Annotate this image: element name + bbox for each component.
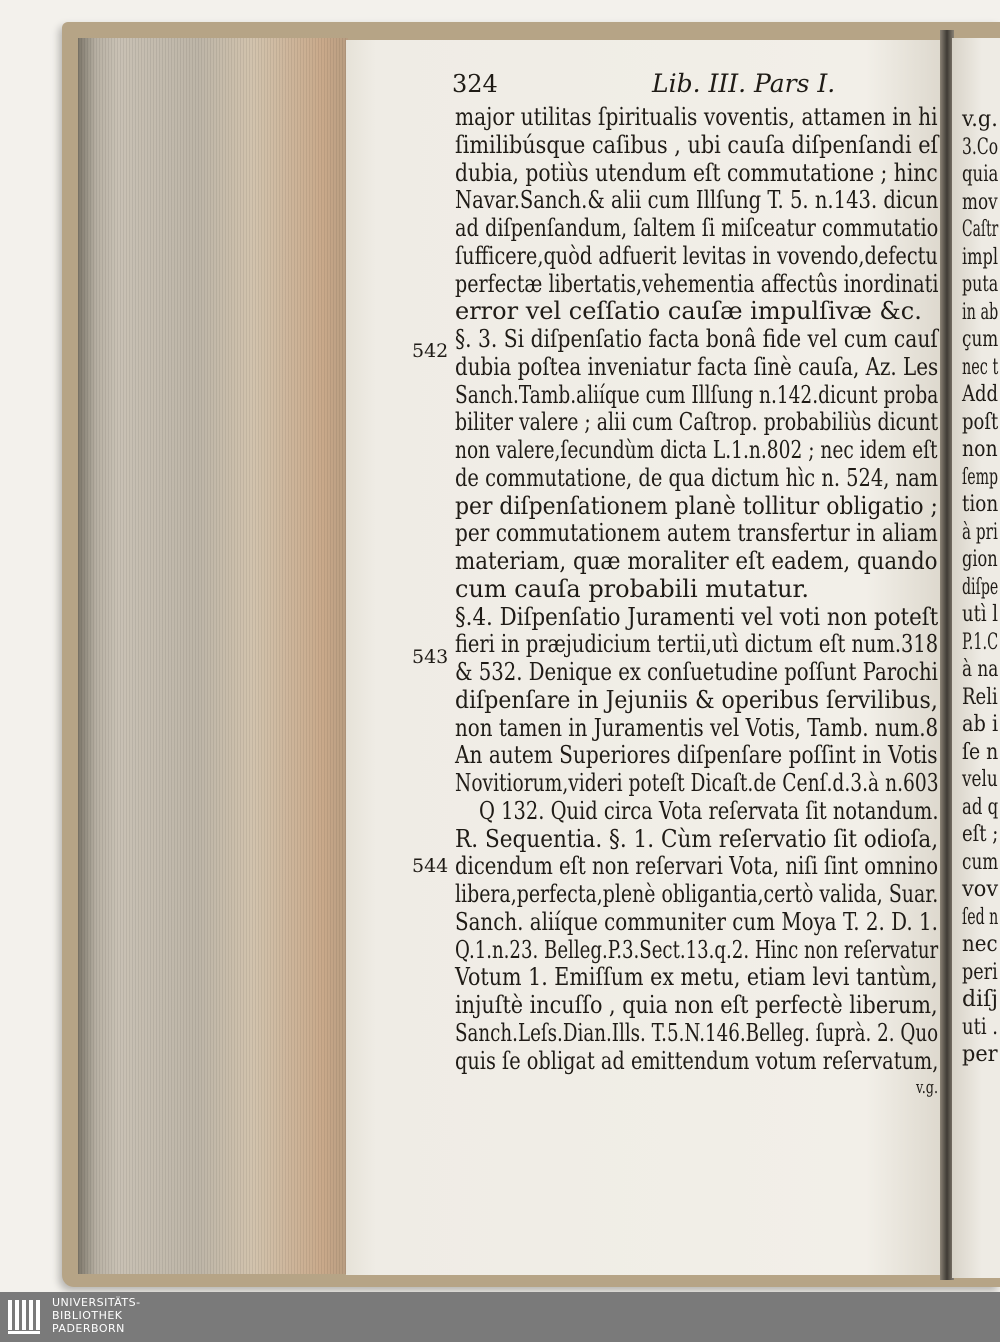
right-page-line: ſemp [962, 464, 999, 490]
library-name-line-3: PADERBORN [52, 1322, 125, 1335]
text-line: & 532. Denique ex conſuetudine poſſunt Parochi [455, 658, 938, 686]
right-page-line: P.1.C [962, 629, 999, 655]
right-page-line: eſt ; [962, 822, 999, 847]
text-line: injuſtè incuſſo , quia non eſt perfectè liberum, [455, 991, 938, 1019]
text-line: biliter valere ; alii cum Caſtrop. probabiliùs dicunt [455, 408, 939, 437]
right-page-line: tion [962, 492, 999, 517]
text-line: per diſpenſationem planè tollitur obligatio ; [455, 491, 938, 520]
right-page-line: peri [962, 959, 998, 985]
right-page-line: à pri [962, 519, 998, 545]
text-line: libera,perfecta,plenè obligantia,certò valida, Suar. [455, 880, 939, 908]
text-line: Navar.Sanch.& alii cum Illſung T. 5. n.143. dicun [455, 186, 939, 215]
margin-number: 542 [412, 340, 449, 362]
text-line: fieri in præjudicium tertii,utì dictum eſt num.318 [455, 630, 939, 659]
right-page-line: ab i [962, 712, 999, 737]
right-page-line: ſed n [962, 904, 999, 930]
text-line: Votum 1. Emiſſum ex metu, etiam levi tantùm, [455, 963, 938, 992]
library-logo-icon [8, 1300, 44, 1334]
text-line: Q 132. Quid circa Vota reſervata ſit notandum. [479, 796, 939, 825]
text-line: §. 3. Si diſpenſatio facta bonâ fide vel cum cauſ [455, 325, 938, 353]
text-line: dicendum eſt non reſervari Vota, niſi ſint omnino [455, 852, 939, 881]
text-line: per commutationem autem transfertur in aliam [455, 519, 938, 548]
text-line: Q.1.n.23. Belleg.P.3.Sect.13.q.2. Hinc non reſervatur [455, 935, 939, 964]
right-page-line: mov [962, 189, 998, 215]
text-line: Sanch.Leſs.Dian.Ills. T.5.N.146.Belleg. ſuprà. 2. Quo [455, 1018, 939, 1047]
library-name-line-1: UNIVERSITÄTS- [52, 1296, 141, 1309]
right-page-line: çum [962, 327, 999, 352]
text-line: v.g. [916, 1077, 939, 1099]
text-line: ad diſpenſandum, ſaltem ſi miſceatur commutatio [455, 214, 939, 242]
text-line: error vel ceſſatio cauſæ impulſivæ &c. [455, 297, 922, 326]
text-line: §.4. Diſpenſatio Juramenti vel voti non poteſt [455, 602, 939, 631]
right-page-line: per [962, 1042, 998, 1067]
text-line: Sanch.Tamb.aliíque cum Illſung n.142.dicunt proba [455, 380, 939, 409]
text-line: ſufficere,quòd adfuerit levitas in vovendo,defectu [455, 241, 938, 270]
text-line: perfectæ libertatis,vehementia affectûs inordinati [455, 269, 939, 298]
running-head: Lib. III. Pars I. [652, 69, 836, 98]
page-number: 324 [452, 70, 498, 98]
right-page-line: cum [962, 849, 999, 875]
text-line: de commutatione, de qua dictum hìc n. 524, nam [455, 463, 939, 492]
library-footer [0, 1292, 1000, 1342]
right-page-line: nec [962, 932, 998, 957]
right-page-line: utì l [962, 602, 999, 627]
text-line: dubia poſtea inveniatur facta ſinè cauſa, Az. Les [455, 352, 939, 381]
text-line: cum cauſa probabili mutatur. [455, 574, 810, 603]
right-page-line: velu [962, 767, 998, 792]
right-page-line: à na [962, 657, 999, 682]
right-page-line: ad q [962, 794, 999, 820]
right-page-line: nec t [962, 354, 999, 380]
right-page-line: 3.Co [962, 134, 999, 160]
text-line: ſimilibúsque caſibus , ubi cauſa diſpenſandi eſ [455, 130, 939, 159]
text-line: R. Sequentia. §. 1. Cùm reſervatio ſit odioſa, [455, 824, 939, 853]
right-page-line: Add [962, 382, 999, 407]
text-line: diſpenſare in Jejuniis & operibus ſervilibus, [455, 685, 938, 714]
right-page-line: diſpe [962, 574, 999, 600]
text-line: Novitiorum,videri poteſt Dicaſt.de Cenſ.d.3.à n.603 [455, 769, 939, 797]
text-line: Sanch. aliíque communiter cum Moya T. 2. D. 1. [455, 907, 938, 936]
margin-number: 543 [412, 646, 449, 668]
text-line: An autem Superiores diſpenſare poſſint in Votis [455, 741, 938, 770]
text-line: non valere,ſecundùm dicta L.1.n.802 ; nec idem eſt [455, 436, 938, 464]
right-page-line: in ab [962, 299, 999, 325]
library-name-line-2: BIBLIOTHEK [52, 1309, 123, 1322]
right-page-line: uti . [962, 1014, 999, 1040]
library-name [52, 1296, 141, 1335]
right-page-line: impl [962, 244, 999, 270]
right-page-line: diſj [962, 987, 999, 1012]
right-page-line: poſt [962, 409, 999, 435]
text-line: dubia, potiùs utendum eſt commutatione ; hinc [455, 158, 938, 187]
text-line: materiam, quæ moraliter eſt eadem, quando [455, 547, 938, 575]
text-line: quis ſe obligat ad emittendum votum reſervatum, [455, 1046, 939, 1075]
text-line: major utilitas ſpiritualis voventis, attamen in hi [455, 103, 938, 131]
right-page-line: puta [962, 272, 999, 297]
right-page-line: non [962, 437, 998, 462]
text-line: non tamen in Juramentis vel Votis, Tamb. num.8 [455, 713, 939, 742]
right-page-line: gion [962, 547, 998, 572]
right-page-line: vov [962, 877, 999, 902]
right-page-line: Caſtr [962, 217, 999, 242]
right-page-line: ſe n [962, 739, 999, 765]
page-edges [78, 38, 348, 1274]
right-page-line: v.g. [962, 107, 998, 132]
right-page-line: quia [962, 162, 999, 187]
right-page-line: Reli [962, 684, 998, 710]
margin-number: 544 [412, 855, 449, 877]
